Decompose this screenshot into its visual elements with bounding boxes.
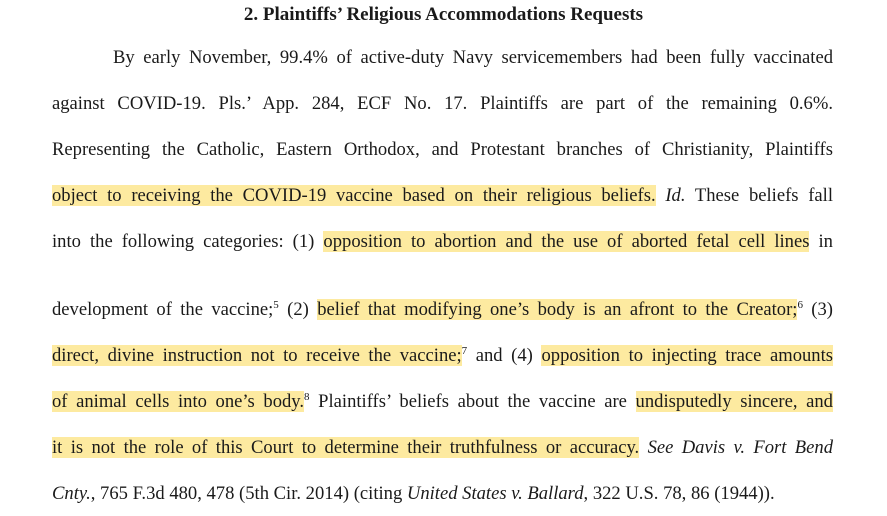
text-run [656, 185, 666, 206]
text-line [52, 92, 833, 116]
text-run [639, 437, 647, 458]
text-run: Plaintiffs’ beliefs about the vaccine are [309, 391, 636, 412]
highlighted-text: object to receiving the COVID-19 vaccine based on their religious beliefs. [52, 185, 656, 206]
text-run: These beliefs fall [685, 185, 833, 206]
section-heading: 2. Plaintiffs’ Religious Accommodations Requests [243, 4, 644, 25]
footnote-ref: 7 [461, 345, 468, 357]
text-line [113, 46, 833, 70]
text-run: into the following categories: (1) [52, 231, 324, 252]
text-line [52, 344, 833, 368]
text-run: Representing the Catholic, Eastern Orthodox, and Protestant branches of Christianity, Plaintiffs [52, 139, 833, 160]
text-run: , 765 F.3d 480, 478 (5th Cir. 2014) (citing [90, 483, 407, 504]
text-line [52, 184, 833, 208]
footnote-ref: 5 [273, 299, 279, 311]
footnote-ref: 6 [797, 299, 803, 311]
highlighted-text: of animal cells into one’s body. [52, 391, 305, 412]
highlighted-text: belief that modifying one’s body is an afront to the Creator; [317, 299, 798, 320]
text-line [52, 482, 833, 506]
citation-text: Cnty. [52, 483, 91, 504]
text-run: development of the vaccine; [52, 299, 274, 320]
text-run: and (4) [467, 345, 542, 366]
highlighted-text: undisputedly sincere, and [635, 391, 833, 412]
text-line [52, 138, 833, 162]
text-run: By early November, 99.4% of active-duty Navy servicemembers had been fully vaccinated [113, 47, 833, 68]
citation-text: Id. [665, 185, 686, 206]
citation-text: United States v. Ballard [406, 483, 584, 504]
text-line [52, 436, 833, 460]
footnote-ref: 8 [304, 391, 310, 403]
highlighted-text: opposition to abortion and the use of aborted fetal cell lines [323, 231, 810, 252]
text-line [52, 230, 833, 254]
text-run: , 322 U.S. 78, 86 (1944)). [583, 483, 775, 504]
text-line [52, 390, 833, 414]
citation-text: See Davis v. Fort Bend [647, 437, 833, 458]
text-run: in [809, 231, 833, 252]
text-run: (2) [278, 299, 318, 320]
highlighted-text: opposition to injecting trace amounts [541, 345, 833, 366]
text-run: (3) [802, 299, 833, 320]
highlighted-text: direct, divine instruction not to receive the vaccine; [52, 345, 462, 366]
text-run: against COVID-19. Pls.’ App. 284, ECF No. 17. Plaintiffs are part of the remaining 0.6%. [52, 93, 833, 114]
text-line [52, 298, 833, 322]
highlighted-text: it is not the role of this Court to determine their truthfulness or accuracy. [52, 437, 640, 458]
